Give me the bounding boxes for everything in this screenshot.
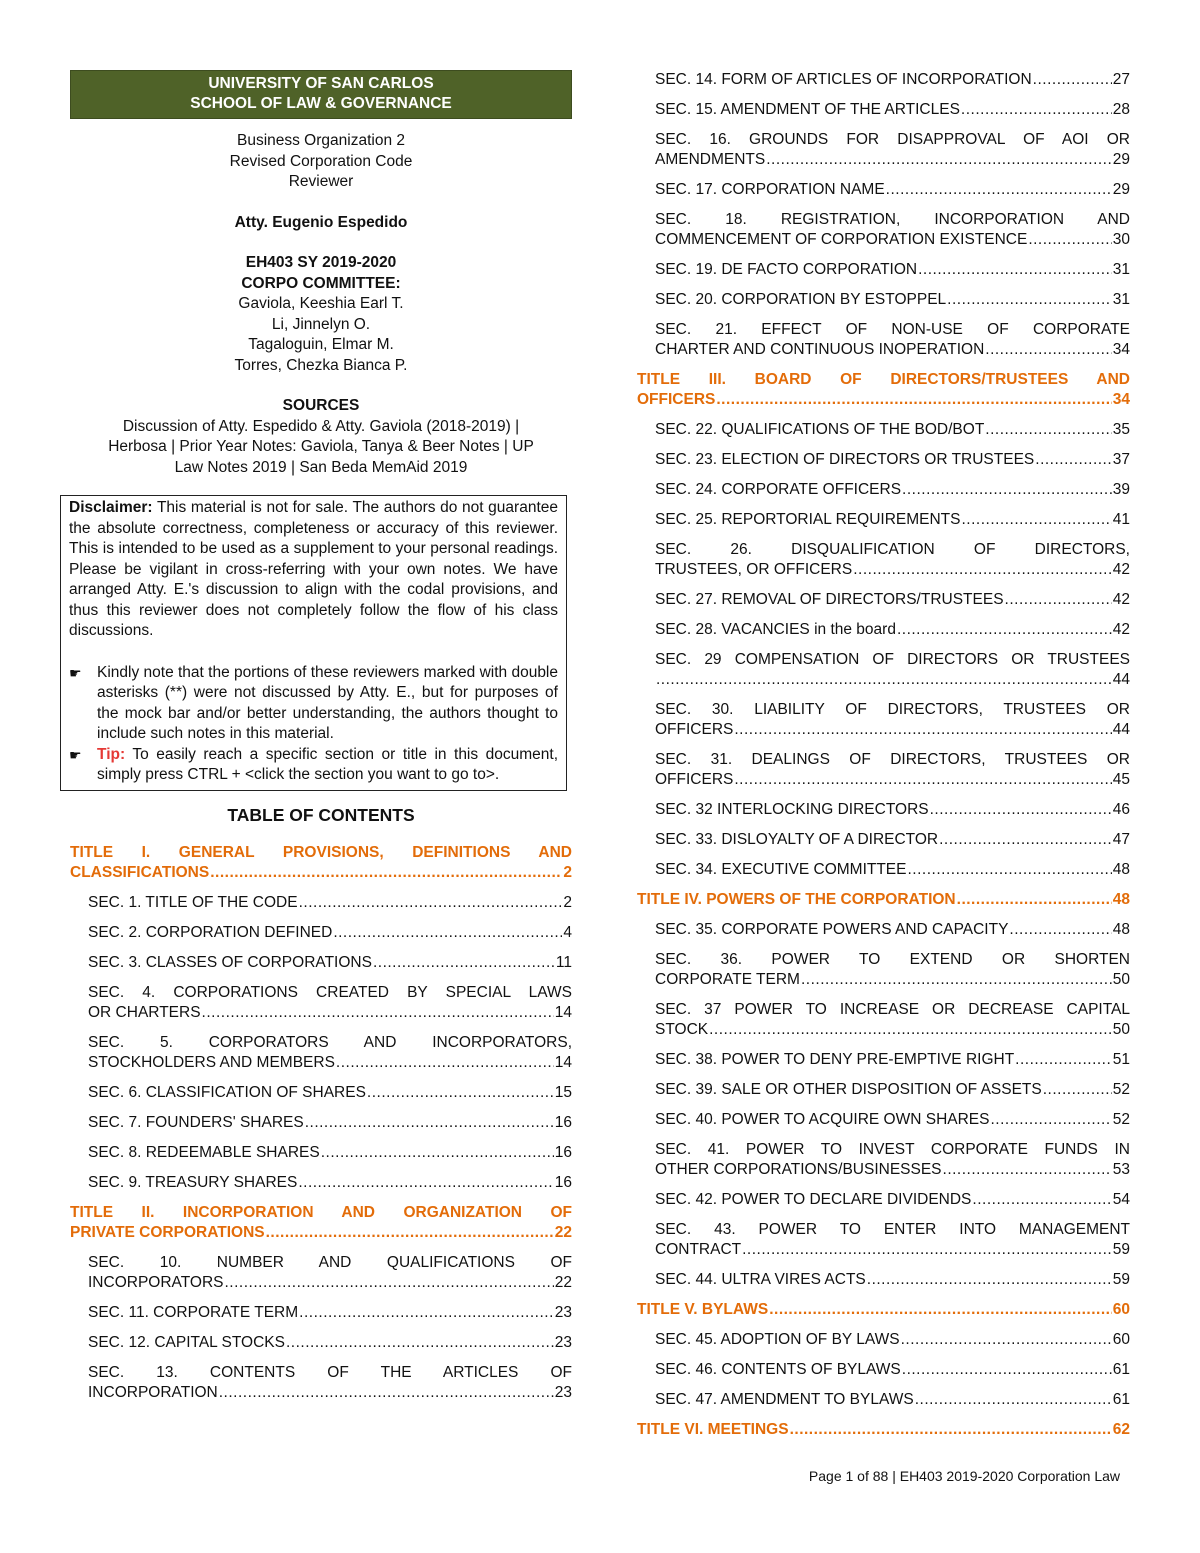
toc-section-link[interactable] [70,1173,572,1193]
toc-entry-text: SEC. 2. CORPORATION DEFINED [88,923,333,941]
toc-page-number: 23 [554,1303,572,1321]
toc-page-number: 22 [554,1223,572,1241]
toc-section-link[interactable] [637,420,1130,440]
dot-leader [1015,1050,1112,1070]
toc-entry-text: SEC. 1. TITLE OF THE CODE [88,893,298,911]
toc-entry-text: SEC. 43. POWER TO ENTER INTO MANAGEMENT [655,1221,1130,1238]
toc-page-number: 16 [554,1143,572,1161]
dot-leader [961,510,1111,530]
toc-entry-text: STOCKHOLDERS AND MEMBERS [88,1053,335,1071]
toc-entry-text: COMMENCEMENT OF CORPORATION EXISTENCE [655,231,1028,248]
dot-leader [886,180,1112,200]
dot-leader [1033,70,1112,90]
toc-entry-text: TRUSTEES, OR OFFICERS [655,561,853,578]
toc-entry-text: TITLE VI. MEETINGS [637,1421,789,1438]
dot-leader [853,560,1112,580]
toc-section-link[interactable] [637,130,1130,170]
toc-entry-text: SEC. 23. ELECTION OF DIRECTORS OR TRUSTEES [655,451,1035,468]
toc-page-number: 29 [1112,181,1130,198]
toc-entry-text: SEC. 28. VACANCIES in the board [655,621,896,638]
toc-page-number: 61 [1112,1361,1130,1378]
toc-page-number: 50 [1112,1021,1130,1038]
code-name: Revised Corporation Code [229,152,413,170]
toc-section-link[interactable] [637,860,1130,880]
dot-leader [1035,450,1111,470]
dot-leader [202,1003,554,1023]
dot-leader [210,863,562,883]
dot-leader [957,890,1112,910]
disclaimer-box [60,495,567,791]
member: Tagaloguin, Elmar M. [248,336,394,353]
toc-entry-text: SEC. 21. EFFECT OF NON-USE OF CORPORATE [655,321,1130,338]
pointing-hand-icon: ☛ [69,664,82,681]
dot-leader [918,260,1112,280]
dot-leader [716,390,1111,410]
toc-entry-text: SEC. 17. CORPORATION NAME [655,181,885,198]
pointing-hand-icon: ☛ [69,746,82,763]
toc-page-number: 14 [554,1003,572,1021]
toc-section-link[interactable] [70,1333,572,1353]
toc-section-link[interactable] [637,290,1130,310]
toc-entry-text: SEC. 3. CLASSES OF CORPORATIONS [88,953,372,971]
toc-entry-text: SEC. 15. AMENDMENT OF THE ARTICLES [655,101,960,118]
dot-leader [709,1020,1112,1040]
toc-section-link[interactable] [70,953,572,973]
toc-entry-text: INCORPORATORS [88,1273,224,1291]
toc-section-link[interactable] [70,893,572,913]
toc-entry-text: SEC. 37 POWER TO INCREASE OR DECREASE CAPITAL [655,1001,1130,1018]
toc-entry-text: SEC. 4. CORPORATIONS CREATED BY SPECIAL LAWS [88,983,572,1001]
toc-section-link[interactable] [637,590,1130,610]
dot-leader [961,100,1112,120]
toc-page-number: 31 [1112,261,1130,278]
toc-section-link[interactable] [637,260,1130,280]
toc-page-number: 59 [1112,1271,1130,1288]
toc-entry-text: STOCK [655,1021,709,1038]
dot-leader [985,340,1111,360]
toc-right-list [637,70,1130,1440]
toc-page-number: 31 [1112,291,1130,308]
toc-entry-text: SEC. 27. REMOVAL OF DIRECTORS/TRUSTEES [655,591,1004,608]
toc-section-link[interactable] [637,750,1130,790]
dot-leader [985,420,1111,440]
toc-page-number: 42 [1112,621,1130,638]
toc-page-number: 11 [555,953,572,971]
toc-page-number: 28 [1112,101,1130,118]
toc-title-link[interactable] [637,1300,1130,1320]
toc-page-number: 48 [1112,891,1130,908]
toc-title-link[interactable] [70,1203,572,1243]
toc-section-link[interactable] [637,830,1130,850]
committee-label: CORPO COMMITTEE: [241,274,401,292]
toc-section-link[interactable] [637,950,1130,990]
note-bullet [69,663,558,745]
sources-line: Law Notes 2019 | San Beda MemAid 2019 [174,458,468,476]
toc-title-link[interactable] [637,370,1130,410]
toc-entry-text: SEC. 39. SALE OR OTHER DISPOSITION OF ASSETS [655,1081,1042,1098]
toc-entry-text: SEC. 32 INTERLOCKING DIRECTORS [655,801,929,818]
toc-page-number: 44 [1112,671,1130,688]
toc-section-link[interactable] [637,1190,1130,1210]
toc-page-number: 47 [1112,831,1130,848]
toc-page-number: 45 [1112,771,1130,788]
toc-page-number: 52 [1112,1081,1130,1098]
cover-info [70,131,572,478]
left-column [70,70,572,1413]
toc-entry-text: AMENDMENTS [655,151,766,168]
toc-entry-text: SEC. 29 COMPENSATION OF DIRECTORS OR TRUSTEES [655,651,1130,668]
dot-leader [972,1190,1111,1210]
toc-page-number: 53 [1112,1161,1130,1178]
toc-entry-text: SEC. 16. GROUNDS FOR DISAPPROVAL OF AOI OR [655,131,1130,148]
toc-page-number: 34 [1112,391,1130,408]
toc-section-link[interactable] [637,320,1130,360]
toc-page-number: 29 [1112,151,1130,168]
page-footer: Page 1 of 88 | EH403 2019-2020 Corporation Law [808,1468,1120,1484]
toc-section-link[interactable] [637,620,1130,640]
toc-left-list [70,843,572,1403]
toc-entry-text: SEC. 26. DISQUALIFICATION OF DIRECTORS, [655,541,1130,558]
dot-leader [305,1113,554,1133]
toc-page-number: 52 [1112,1111,1130,1128]
toc-page-number: 27 [1112,71,1130,88]
toc-page-number: 23 [554,1383,572,1401]
toc-page-number: 2 [563,863,572,881]
toc-section-link[interactable] [637,1220,1130,1260]
toc-entry-text: SEC. 46. CONTENTS OF BYLAWS [655,1361,901,1378]
toc-entry-text: SEC. 8. REDEEMABLE SHARES [88,1143,320,1161]
toc-page-number: 37 [1112,451,1130,468]
toc-entry-text: SEC. 45. ADOPTION OF BY LAWS [655,1331,900,1348]
dot-leader [286,1333,554,1353]
toc-page-number: 41 [1112,511,1130,528]
toc-page-number: 30 [1112,231,1130,248]
toc-section-link[interactable] [637,1390,1130,1410]
toc-entry-text: SEC. 42. POWER TO DECLARE DIVIDENDS [655,1191,972,1208]
dot-leader [943,1160,1112,1180]
toc-page-number: 48 [1112,861,1130,878]
toc-page-number: 15 [554,1083,572,1101]
toc-entry-text: CORPORATE TERM [655,971,800,988]
toc-entry-text: SEC. 44. ULTRA VIRES ACTS [655,1271,866,1288]
toc-page-number: 16 [554,1113,572,1131]
toc-entry-text: TITLE I. GENERAL PROVISIONS, DEFINITIONS AND [70,843,572,861]
dot-leader [656,670,1112,690]
toc-entry-text: OR CHARTERS [88,1003,201,1021]
dot-leader [801,970,1112,990]
toc-entry-text: SEC. 30. LIABILITY OF DIRECTORS, TRUSTEES OR [655,701,1130,718]
toc-entry-text: TITLE IV. POWERS OF THE CORPORATION [637,891,956,908]
toc-entry-text: SEC. 9. TREASURY SHARES [88,1173,298,1191]
toc-page-number: 2 [563,893,572,911]
toc-section-link[interactable] [70,1363,572,1403]
toc-section-link[interactable] [70,1303,572,1323]
toc-page-number: 62 [1112,1421,1130,1438]
toc-page-number: 59 [1112,1241,1130,1258]
toc-entry-text: SEC. 10. NUMBER AND QUALIFICATIONS OF [88,1253,572,1271]
toc-page-number: 50 [1112,971,1130,988]
dot-leader [766,150,1112,170]
dot-leader [1009,920,1111,940]
toc-section-link[interactable] [70,983,572,1023]
toc-section-link[interactable] [637,1270,1130,1290]
toc-page-number: 46 [1112,801,1130,818]
toc-page-number: 42 [1112,591,1130,608]
dot-leader [947,290,1112,310]
toc-page-number: 48 [1112,921,1130,938]
toc-entry-text: SEC. 25. REPORTORIAL REQUIREMENTS [655,511,961,528]
toc-section-link[interactable] [70,1033,572,1073]
toc-section-link[interactable] [637,450,1130,470]
toc-page-number: 34 [1112,341,1130,358]
toc-page-number: 60 [1112,1301,1130,1318]
toc-entry-text: SEC. 7. FOUNDERS' SHARES [88,1113,304,1131]
dot-leader [219,1383,554,1403]
school-banner [70,70,572,119]
toc-entry-text: SEC. 11. CORPORATE TERM [88,1303,299,1321]
toc-entry-text: OFFICERS [655,721,734,738]
dot-leader [333,923,562,943]
toc-section-link[interactable] [70,923,572,943]
toc-entry-text: SEC. 18. REGISTRATION, INCORPORATION AND [655,211,1130,228]
class-year: EH403 SY 2019-2020 [245,254,397,271]
dot-leader [367,1083,554,1103]
toc-section-link[interactable] [637,1140,1130,1180]
toc-page-number: 44 [1112,721,1130,738]
toc-section-link[interactable] [637,700,1130,740]
toc-entry-text: SEC. 41. POWER TO INVEST CORPORATE FUNDS IN [655,1141,1130,1158]
dot-leader [939,830,1112,850]
dot-leader [225,1273,554,1293]
toc-section-link[interactable] [637,480,1130,500]
toc-page-number: 23 [554,1333,572,1351]
dot-leader [930,800,1112,820]
toc-page-number: 54 [1112,1191,1130,1208]
toc-entry-text: SEC. 14. FORM OF ARTICLES OF INCORPORATION [655,71,1032,88]
toc-entry-text: SEC. 19. DE FACTO CORPORATION [655,261,918,278]
doc-type: Reviewer [288,173,354,190]
note-text: Kindly note that the portions of these reviewers marked with double asterisks (**) were not discussed by Atty. E., but for purposes of the mock bar and/or better understanding, the authors thought to include such notes in this material. [97,663,558,742]
toc-entry-text: TITLE III. BOARD OF DIRECTORS/TRUSTEES AND [637,371,1130,388]
toc-section-link[interactable] [70,1083,572,1103]
dot-leader [867,1270,1112,1290]
toc-section-link[interactable] [637,920,1130,940]
toc-entry-text: OFFICERS [637,391,716,408]
toc-section-link[interactable] [637,1360,1130,1380]
toc-section-link[interactable] [637,70,1130,90]
subject: Business Organization 2 [236,132,405,149]
toc-entry-text: SEC. 47. AMENDMENT TO BYLAWS [655,1391,914,1408]
toc-entry-text: CONTRACT [655,1241,742,1258]
toc-section-link[interactable] [637,180,1130,200]
toc-page-number: 39 [1112,481,1130,498]
toc-entry-text: SEC. 33. DISLOYALTY OF A DIRECTOR [655,831,939,848]
toc-section-link[interactable] [637,1080,1130,1100]
toc-section-link[interactable] [637,800,1130,820]
sources-line: Herbosa | Prior Year Notes: Gaviola, Tanya & Beer Notes | UP [108,438,534,455]
tip-bullet [69,745,558,786]
toc-section-link[interactable] [637,100,1130,120]
sources-line: Discussion of Atty. Espedido & Atty. Gaviola (2018-2019) | [122,417,520,435]
dot-leader [298,1173,553,1193]
toc-page-number: 42 [1112,561,1130,578]
dot-leader [321,1143,554,1163]
tip-text: To easily reach a specific section or title in this document, simply press CTRL + <click the section you want to go to>. [97,745,559,783]
toc-section-link[interactable] [637,1110,1130,1130]
tip-label: Tip: [97,745,126,763]
toc-entry-text: SEC. 12. CAPITAL STOCKS [88,1333,285,1351]
dot-leader [902,1360,1112,1380]
toc-page-number: 4 [563,923,572,941]
toc-section-link[interactable] [637,1050,1130,1070]
toc-entry-text: TITLE V. BYLAWS [637,1301,769,1318]
dot-leader [266,1223,554,1243]
toc-entry-text: CLASSIFICATIONS [70,863,210,881]
toc-page-number: 60 [1112,1331,1130,1348]
right-column [637,70,1130,1450]
toc-entry-text: SEC. 36. POWER TO EXTEND OR SHORTEN [655,951,1130,968]
toc-section-link[interactable] [70,1113,572,1133]
toc-entry-text: SEC. 5. CORPORATORS AND INCORPORATORS, [88,1033,572,1051]
dot-leader [1005,590,1112,610]
toc-entry-text: OTHER CORPORATIONS/BUSINESSES [655,1161,942,1178]
toc-entry-text: SEC. 31. DEALINGS OF DIRECTORS, TRUSTEES OR [655,751,1130,768]
member: Gaviola, Keeshia Earl T. [238,295,404,312]
toc-page-number: 22 [554,1273,572,1291]
dot-leader [734,720,1111,740]
toc-title-link[interactable] [70,843,572,883]
toc-section-link[interactable] [637,210,1130,250]
toc-section-link[interactable] [637,510,1130,530]
toc-entry-text: SEC. 40. POWER TO ACQUIRE OWN SHARES [655,1111,990,1128]
toc-entry-text: SEC. 20. CORPORATION BY ESTOPPEL [655,291,947,308]
toc-entry-text: SEC. 34. EXECUTIVE COMMITTEE [655,861,907,878]
toc-entry-text: TITLE II. INCORPORATION AND ORGANIZATION OF [70,1203,572,1221]
toc-page-number: 61 [1112,1391,1130,1408]
toc-entry-text: SEC. 22. QUALIFICATIONS OF THE BOD/BOT [655,421,985,438]
toc-section-link[interactable] [70,1143,572,1163]
member: Li, Jinnelyn O. [271,315,371,333]
dot-leader [915,1390,1112,1410]
sources-label: SOURCES [282,397,360,414]
toc-section-link[interactable] [70,1253,572,1293]
dot-leader [1043,1080,1112,1100]
dot-leader [299,893,563,913]
disclaimer-label: Disclaimer: [69,499,153,516]
toc-page-number: 35 [1112,421,1130,438]
toc-section-link[interactable] [637,650,1130,690]
dot-leader [734,770,1111,790]
toc-section-link[interactable] [637,1000,1130,1040]
dot-leader [299,1303,554,1323]
dot-leader [990,1110,1111,1130]
toc-entry-text: PRIVATE CORPORATIONS [70,1223,265,1241]
toc-section-link[interactable] [637,540,1130,580]
professor: Atty. Eugenio Espedido [234,213,408,231]
member: Torres, Chezka Bianca P. [234,356,408,374]
dot-leader [769,1300,1112,1320]
toc-entry-text: OFFICERS [655,771,734,788]
toc-page-number: 51 [1112,1051,1130,1068]
toc-entry-text: SEC. 24. CORPORATE OFFICERS [655,481,902,498]
dot-leader [908,860,1112,880]
toc-title-link[interactable] [637,890,1130,910]
university-name: UNIVERSITY OF SAN CARLOS [208,75,434,92]
dot-leader [1028,230,1111,250]
dot-leader [336,1053,554,1073]
school-name: SCHOOL OF LAW & GOVERNANCE [190,95,452,112]
toc-entry-text: SEC. 13. CONTENTS OF THE ARTICLES OF [88,1363,572,1381]
dot-leader [897,620,1112,640]
toc-entry-text: SEC. 6. CLASSIFICATION OF SHARES [88,1083,366,1101]
toc-page-number: 16 [554,1173,572,1191]
dot-leader [373,953,555,973]
dot-leader [790,1420,1112,1440]
toc-page-number: 14 [554,1053,572,1071]
toc-heading: TABLE OF CONTENTS [227,804,415,825]
toc-title-link[interactable] [637,1420,1130,1440]
dot-leader [742,1240,1112,1260]
toc-entry-text: SEC. 38. POWER TO DENY PRE-EMPTIVE RIGHT [655,1051,1015,1068]
toc-entry-text: INCORPORATION [88,1383,218,1401]
toc-section-link[interactable] [637,1330,1130,1350]
toc-entry-text: CHARTER AND CONTINUOUS INOPERATION [655,341,985,358]
disclaimer-text: This material is not for sale. The authors do not guarantee the absolute correctness, completeness or accuracy of this reviewer. This is intended to be used as a supplement to your personal readings. Please be vigilant in cross-referring with your own notes. We have arranged Atty. E.'s discussion to align with the codal provisions, and thus this reviewer does not completely follow the flow of his class discussions. [69,499,558,639]
toc-entry-text: SEC. 35. CORPORATE POWERS AND CAPACITY [655,921,1009,938]
dot-leader [902,480,1112,500]
dot-leader [901,1330,1112,1350]
